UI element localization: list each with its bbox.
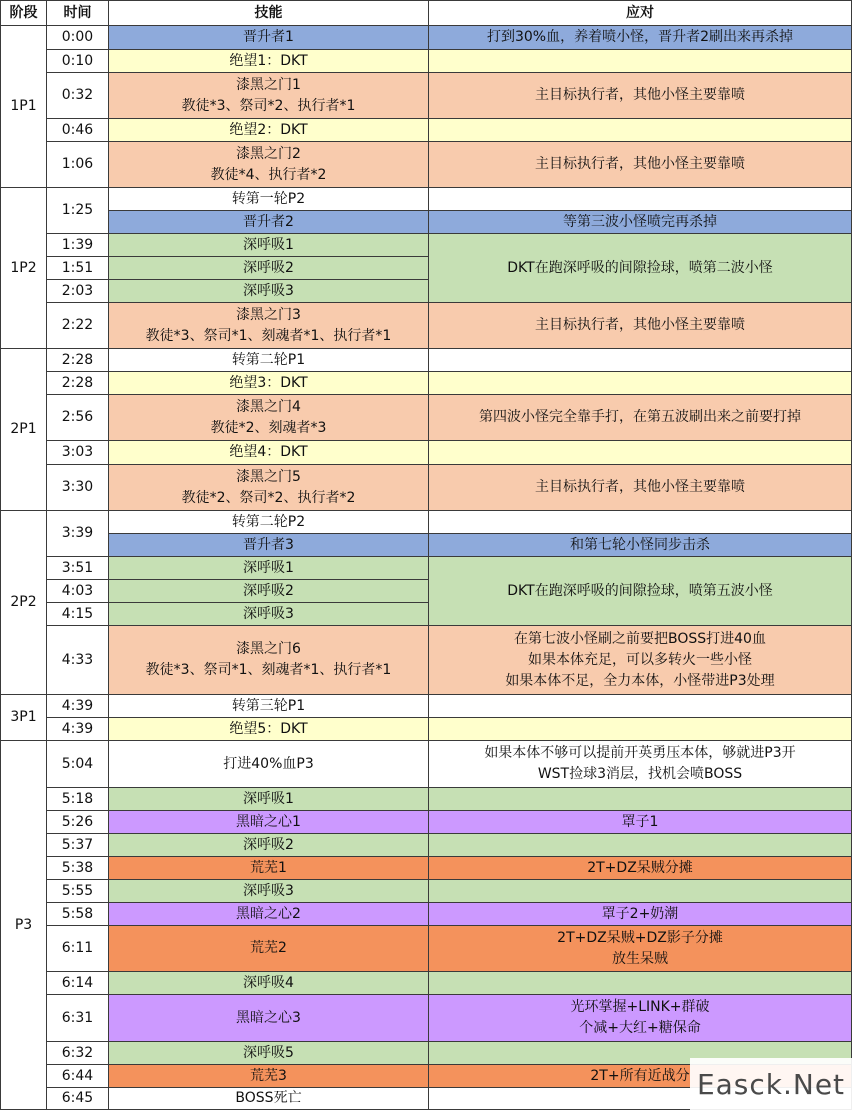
skill-cell: 漆黑之门1 教徒*3、祭司*2、执行者*1 <box>108 72 429 119</box>
skill-cell: 晋升者3 <box>108 533 429 557</box>
header-skill: 技能 <box>108 0 429 26</box>
time-cell: 1:06 <box>46 141 109 188</box>
skill-cell: 荒芜3 <box>108 1064 429 1088</box>
time-cell: 6:31 <box>46 994 109 1042</box>
time-cell: 2:03 <box>46 279 109 303</box>
skill-cell: 深呼吸1 <box>108 233 429 257</box>
time-cell: 0:10 <box>46 49 109 73</box>
response-cell: 打到30%血，养着喷小怪，晋升者2刷出来再杀掉 <box>428 25 852 50</box>
response-cell: 2T+所有近战分 <box>428 1064 852 1088</box>
skill-cell: 绝望5：DKT <box>108 717 429 741</box>
skill-cell: 黑暗之心1 <box>108 810 429 834</box>
response-cell <box>428 118 852 142</box>
skill-cell: 漆黑之门5 教徒*2、祭司*2、执行者*2 <box>108 464 429 511</box>
time-cell: 6:45 <box>46 1087 109 1110</box>
response-cell <box>428 348 852 372</box>
response-cell: 和第七轮小怪同步击杀 <box>428 533 852 557</box>
skill-cell: 荒芜1 <box>108 856 429 880</box>
response-cell: 主目标执行者，其他小怪主要靠喷 <box>428 141 852 188</box>
time-cell: 5:38 <box>46 856 109 880</box>
response-cell: 2T+DZ呆贼分摊 <box>428 856 852 880</box>
response-cell: 在第七波小怪刷之前要把BOSS打进40血 如果本体充足，可以多转火一些小怪 如果本体不足，全力本体，小怪带进P3处理 <box>428 625 852 695</box>
response-cell <box>428 440 852 465</box>
skill-cell: 深呼吸4 <box>108 971 429 995</box>
response-cell <box>428 833 852 857</box>
response-cell <box>428 879 852 903</box>
time-cell: 4:39 <box>46 717 109 741</box>
skill-cell: 晋升者1 <box>108 25 429 50</box>
skill-cell: 绝望2：DKT <box>108 118 429 142</box>
response-cell <box>428 371 852 395</box>
time-cell: 5:04 <box>46 740 109 788</box>
skill-cell: 漆黑之门2 教徒*4、执行者*2 <box>108 141 429 188</box>
stage-cell: 2P1 <box>0 348 47 511</box>
response-cell: 等第三波小怪喷完再杀掉 <box>428 210 852 234</box>
stage-cell: 1P2 <box>0 187 47 349</box>
response-cell <box>428 787 852 811</box>
response-cell: DKT在跑深呼吸的间隙捡球，喷第二波小怪 <box>428 233 852 303</box>
skill-cell: BOSS死亡 <box>108 1087 429 1110</box>
time-cell: 2:28 <box>46 348 109 372</box>
response-cell <box>428 49 852 73</box>
skill-cell: 深呼吸1 <box>108 787 429 811</box>
skill-cell: 深呼吸2 <box>108 579 429 603</box>
time-cell: 1:51 <box>46 256 109 280</box>
time-cell: 5:18 <box>46 787 109 811</box>
time-cell: 5:55 <box>46 879 109 903</box>
time-cell: 4:15 <box>46 602 109 626</box>
header-response: 应对 <box>428 0 852 26</box>
skill-cell: 深呼吸5 <box>108 1041 429 1065</box>
skill-cell: 深呼吸3 <box>108 879 429 903</box>
time-cell: 2:22 <box>46 302 109 349</box>
response-cell <box>428 971 852 995</box>
skill-cell: 黑暗之心2 <box>108 902 429 926</box>
watermark: Easck.Net <box>690 1058 852 1110</box>
response-cell <box>428 717 852 741</box>
stage-cell: 2P2 <box>0 510 47 695</box>
response-cell <box>428 510 852 534</box>
time-cell: 4:33 <box>46 625 109 695</box>
time-cell: 0:32 <box>46 72 109 119</box>
time-cell: 3:39 <box>46 510 109 557</box>
stage-cell: 1P1 <box>0 25 47 188</box>
skill-cell: 深呼吸3 <box>108 602 429 626</box>
response-cell <box>428 187 852 211</box>
stage-cell: P3 <box>0 740 47 1110</box>
skill-cell: 漆黑之门6 教徒*3、祭司*1、刻魂者*1、执行者*1 <box>108 625 429 695</box>
time-cell: 4:03 <box>46 579 109 603</box>
response-cell: 2T+DZ呆贼+DZ影子分摊 放生呆贼 <box>428 925 852 972</box>
time-cell: 4:39 <box>46 694 109 718</box>
response-cell: 主目标执行者，其他小怪主要靠喷 <box>428 72 852 119</box>
skill-cell: 转第三轮P1 <box>108 694 429 718</box>
skill-cell: 深呼吸3 <box>108 279 429 303</box>
stage-cell: 3P1 <box>0 694 47 741</box>
response-cell: 罩子1 <box>428 810 852 834</box>
time-cell: 6:11 <box>46 925 109 972</box>
time-cell: 3:30 <box>46 464 109 511</box>
time-cell: 5:26 <box>46 810 109 834</box>
time-cell: 1:39 <box>46 233 109 257</box>
skill-cell: 黑暗之心3 <box>108 994 429 1042</box>
time-cell: 2:28 <box>46 371 109 395</box>
response-cell: 如果本体不够可以提前开英勇压本体，够就进P3开 WST捡球3消层，找机会喷BOSS <box>428 740 852 788</box>
response-cell: 光环掌握+LINK+群破 个减+大红+糖保命 <box>428 994 852 1042</box>
skill-cell: 深呼吸2 <box>108 833 429 857</box>
skill-cell: 绝望4：DKT <box>108 440 429 465</box>
time-cell: 0:46 <box>46 118 109 142</box>
skill-cell: 深呼吸1 <box>108 556 429 580</box>
time-cell: 0:00 <box>46 25 109 50</box>
skill-cell: 漆黑之门3 教徒*3、祭司*1、刻魂者*1、执行者*1 <box>108 302 429 349</box>
skill-cell: 漆黑之门4 教徒*2、刻魂者*3 <box>108 394 429 441</box>
response-cell <box>428 694 852 718</box>
time-cell: 1:25 <box>46 187 109 234</box>
time-cell: 3:03 <box>46 440 109 465</box>
time-cell: 5:37 <box>46 833 109 857</box>
skill-cell: 绝望3：DKT <box>108 371 429 395</box>
response-cell: 罩子2+奶潮 <box>428 902 852 926</box>
time-cell: 6:14 <box>46 971 109 995</box>
time-cell: 3:51 <box>46 556 109 580</box>
header-time: 时间 <box>46 0 109 26</box>
response-cell: DKT在跑深呼吸的间隙捡球，喷第五波小怪 <box>428 556 852 626</box>
response-cell: 主目标执行者，其他小怪主要靠喷 <box>428 464 852 511</box>
response-cell: 主目标执行者，其他小怪主要靠喷 <box>428 302 852 349</box>
skill-cell: 打进40%血P3 <box>108 740 429 788</box>
time-cell: 6:44 <box>46 1064 109 1088</box>
time-cell: 6:32 <box>46 1041 109 1065</box>
skill-cell: 转第二轮P2 <box>108 510 429 534</box>
skill-cell: 绝望1：DKT <box>108 49 429 73</box>
time-cell: 5:58 <box>46 902 109 926</box>
skill-cell: 转第一轮P2 <box>108 187 429 211</box>
skill-cell: 晋升者2 <box>108 210 429 234</box>
skill-cell: 深呼吸2 <box>108 256 429 280</box>
response-cell: 第四波小怪完全靠手打，在第五波刷出来之前要打掉 <box>428 394 852 441</box>
skill-cell: 转第二轮P1 <box>108 348 429 372</box>
skill-cell: 荒芜2 <box>108 925 429 972</box>
header-stage: 阶段 <box>0 0 47 26</box>
time-cell: 2:56 <box>46 394 109 441</box>
